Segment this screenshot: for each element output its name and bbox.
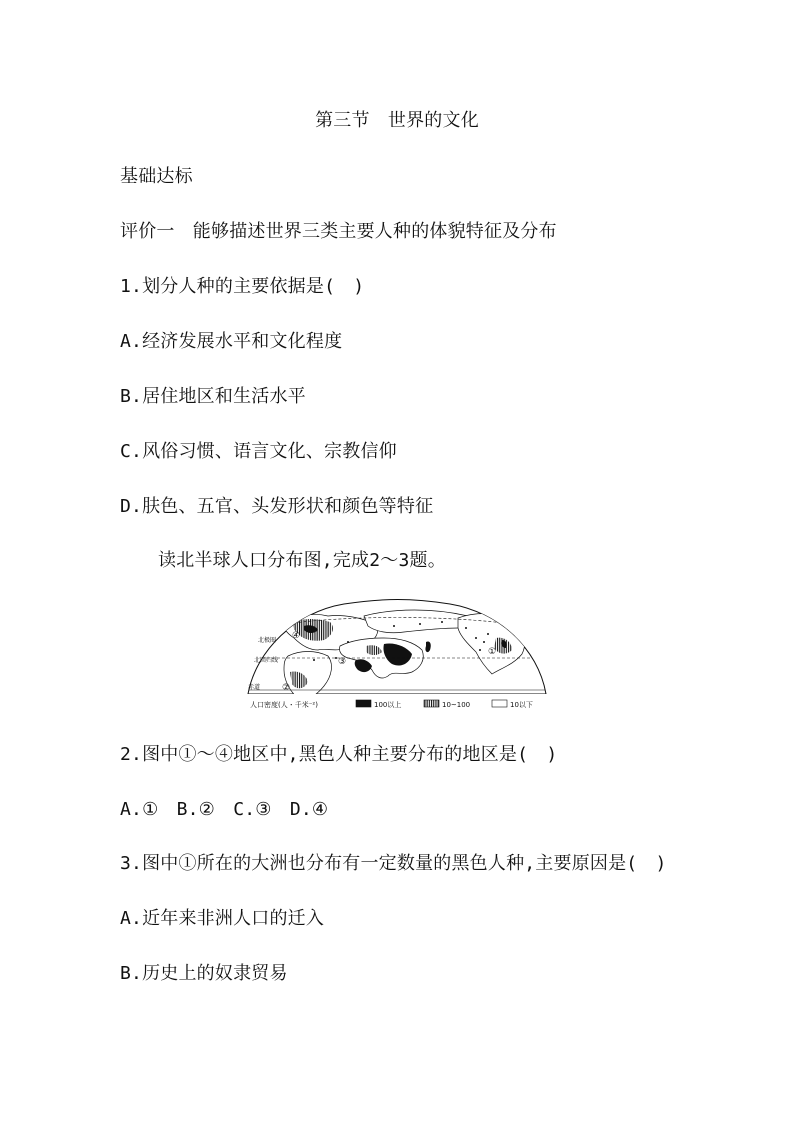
region-marker-2: ② (282, 683, 291, 693)
question-2-stem: 2.图中①～④地区中,黑色人种主要分布的地区是( ) (120, 744, 558, 765)
region-marker-1: ① (488, 647, 497, 657)
population-map (244, 598, 550, 712)
question-3-option-a: A.近年来非洲人口的迁入 (120, 908, 325, 929)
region-marker-3: ③ (338, 657, 347, 667)
question-1-option-b: B.居住地区和生活水平 (120, 386, 306, 407)
arctic-circle-label: 北极圈 (258, 637, 277, 644)
legend-label-high: 100以上 (374, 701, 402, 709)
legend-swatch-low (492, 700, 507, 707)
legend-swatch-mid (424, 700, 439, 707)
legend-label-mid: 10~100 (442, 701, 471, 709)
question-2-options: A.① B.② C.③ D.④ (120, 799, 329, 820)
equator-label: 赤道 (248, 684, 261, 691)
question-3-stem: 3.图中①所在的大洲也分布有一定数量的黑色人种,主要原因是( ) (120, 853, 667, 874)
map-intro: 读北半球人口分布图,完成2～3题。 (158, 550, 446, 571)
evaluation-heading: 评价一 能够描述世界三类主要人种的体貌特征及分布 (120, 221, 557, 242)
tropic-of-cancer-label: 北回归线 (254, 657, 279, 664)
section-heading: 基础达标 (120, 166, 193, 187)
legend-swatch-high (356, 700, 371, 707)
legend-title: 人口密度(人・千米⁻²) (250, 701, 318, 709)
question-1-option-d: D.肤色、五官、头发形状和颜色等特征 (120, 496, 434, 517)
question-1-option-a: A.经济发展水平和文化程度 (120, 331, 343, 352)
question-1-stem: 1.划分人种的主要依据是( ) (120, 276, 365, 297)
question-1-option-c: C.风俗习惯、语言文化、宗教信仰 (120, 441, 397, 462)
region-marker-4: ④ (292, 631, 301, 641)
page-title: 第三节 世界的文化 (315, 110, 479, 131)
question-3-option-b: B.历史上的奴隶贸易 (120, 963, 288, 984)
legend-label-low: 10以下 (510, 701, 533, 709)
